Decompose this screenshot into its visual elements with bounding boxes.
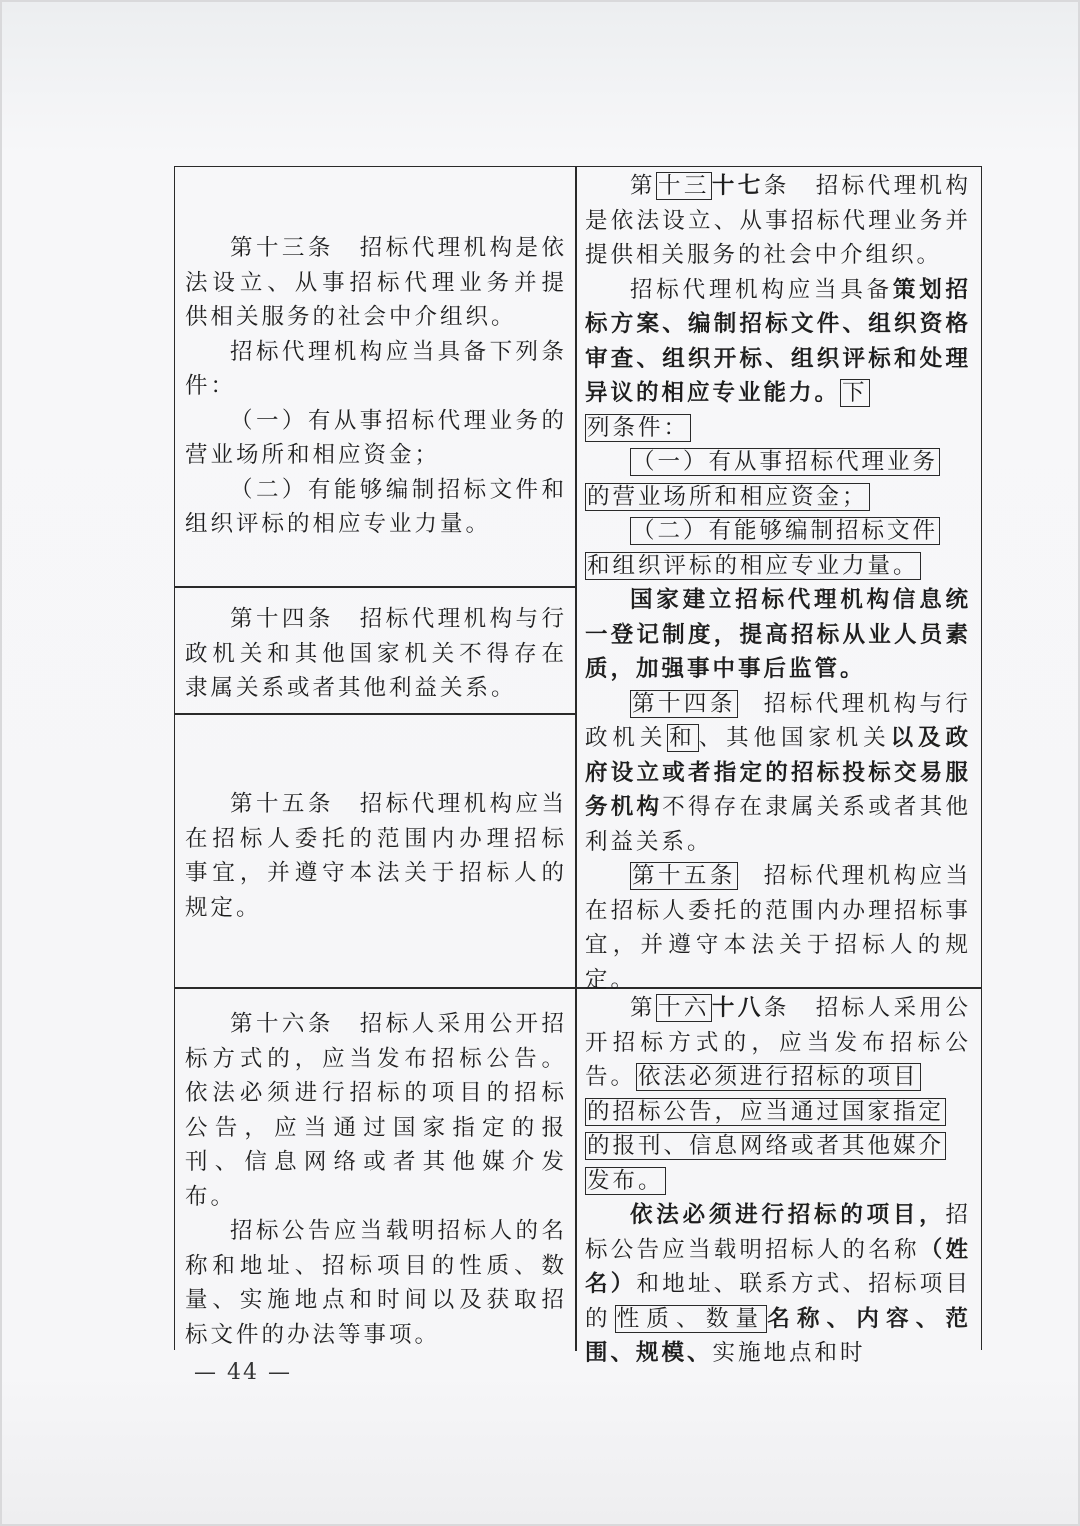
deleted-text-box: 下: [842, 380, 868, 406]
inserted-text: 以及政府设立或者指定的招标投标交易服务机构: [585, 725, 971, 820]
left-article-13-para-4: （二）有能够编制招标文件和组织评标的相应专业力量。: [185, 476, 567, 537]
right-article-17-para-4: [585, 514, 971, 549]
deleted-text-box: 的营业场所和相应资金；: [587, 483, 868, 510]
left-article-13: [185, 231, 567, 542]
text-span: 不得存在隶属关系或者其他利益关系。: [585, 794, 971, 855]
page-number: — 44 —: [194, 1360, 292, 1385]
deleted-text-box: 的招标公告，应当通过国家指定: [587, 1098, 945, 1125]
left-article-13-para-1: 第十三条 招标代理机构是依法设立、从事招标代理业务并提供相关服务的社会中介组织。: [185, 235, 567, 330]
right-article-17-para-1: [585, 169, 971, 273]
left-article-14: [185, 602, 567, 706]
deleted-text-box: 和组织评标的相应专业力量。: [587, 552, 919, 579]
text-span: 第: [630, 173, 656, 199]
text-span: 、其他国家机关: [698, 725, 891, 751]
left-article-13-para-3: （一）有从事招标代理业务的营业场所和相应资金；: [185, 407, 567, 468]
deleted-text-box: 十六: [657, 995, 710, 1021]
inserted-text: 名称、内容、范围、规模、: [585, 1305, 971, 1366]
right-article-19: [585, 859, 971, 997]
deleted-text-box: 和: [669, 725, 697, 751]
deleted-text-box: 十三: [657, 173, 710, 199]
right-article-17-para-5: 国家建立招标代理机构信息统一登记制度，提高招标从业人员素质，加强事中事后监管。: [585, 587, 971, 682]
text-span: 招标代理机构与行政机关: [585, 690, 971, 751]
text-span: 条 招标代理机构是依法设立、从事招标代理业务并提供相关服务的社会中介组织。: [585, 173, 971, 268]
left-article-16-para-1: 第十六条 招标人采用公开招标方式的，应当发布招标公告。依法必须进行招标的项目的招标公告，应当通过国家指定的报刊、信息网络或者其他媒介发布。: [185, 1011, 567, 1210]
right-article-18: [585, 687, 971, 860]
right-article-17-para-4-cont: [585, 549, 971, 584]
left-article-16-para-2: 招标公告应当载明招标人的名称和地址、招标项目的性质、数量、实施地点和时间以及获取招标文件的办法等事项。: [185, 1218, 567, 1348]
inserted-text: 十七: [711, 173, 764, 199]
column-divider: [575, 167, 577, 1351]
deleted-text-box: 发布。: [587, 1167, 664, 1194]
right-article-20-para-1-cont-3: [585, 1164, 971, 1199]
inserted-text: 十八: [711, 995, 764, 1021]
left-article-16: [185, 1007, 567, 1352]
comparison-table: [174, 166, 982, 1366]
text-span: 招标代理机构应当具备: [630, 276, 893, 303]
deleted-text-box: 第十四条: [632, 690, 736, 717]
text-span: 实施地点和时: [712, 1340, 866, 1366]
document-page: [2, 2, 1078, 1524]
right-article-17-para-3: [585, 445, 971, 480]
text-span: 招标公告应当载明招标人的名称: [585, 1202, 971, 1263]
inserted-text: 依法必须进行招标的项目，: [630, 1202, 946, 1228]
right-article-20-para-2: [585, 1198, 971, 1371]
deleted-text-box: （一）有从事招标代理业务: [632, 449, 939, 475]
right-article-20: [585, 991, 971, 1371]
deleted-text-box: 的报刊、信息网络或者其他媒介: [587, 1133, 945, 1159]
text-span: 条 招标人采用公开招标方式的，应当发布招标公告。: [585, 995, 971, 1090]
right-article-17-para-2-cont: [585, 411, 971, 446]
deleted-text-box: 性质、数量: [616, 1305, 766, 1332]
left-article-15-text: 第十五条 招标代理机构应当在招标人委托的范围内办理招标事宜，并遵守本法关于招标人的规定。: [185, 791, 567, 921]
inserted-text: （姓名）: [585, 1236, 971, 1297]
right-article-20-para-1: [585, 991, 971, 1095]
right-article-17-para-2: [585, 273, 971, 411]
left-article-13-para-2: 招标代理机构应当具备下列条件：: [185, 338, 567, 399]
inserted-text: 策划招标方案、编制招标文件、组织资格审查、组织开标、组织评标和处理异议的相应专业能力。: [585, 276, 971, 406]
right-article-20-para-1-cont-1: [585, 1095, 971, 1130]
deleted-text-box: 依法必须进行招标的项目: [638, 1064, 919, 1090]
left-row-divider-1: [175, 586, 575, 588]
text-span: 招标代理机构应当在招标人委托的范围内办理招标事宜，并遵守本法关于招标人的规定。: [585, 863, 971, 993]
right-article-20-para-1-cont-2: [585, 1129, 971, 1164]
left-article-14-text: 第十四条 招标代理机构与行政机关和其他国家机关不得存在隶属关系或者其他利益关系。: [185, 606, 567, 701]
deleted-text-box: 列条件：: [587, 414, 690, 441]
deleted-text-box: （二）有能够编制招标文件: [632, 518, 939, 544]
text-span: 第: [630, 995, 656, 1021]
text-span: 招标项目的: [585, 1271, 971, 1332]
left-row-divider-2: [175, 713, 575, 715]
left-article-15: [185, 787, 567, 925]
deleted-text-box: 第十五条: [632, 863, 736, 889]
text-span: 和地址、: [636, 1271, 740, 1297]
inserted-text: 联系方式、: [739, 1271, 869, 1297]
right-column: [585, 169, 971, 997]
right-article-17-para-3-cont: [585, 480, 971, 515]
